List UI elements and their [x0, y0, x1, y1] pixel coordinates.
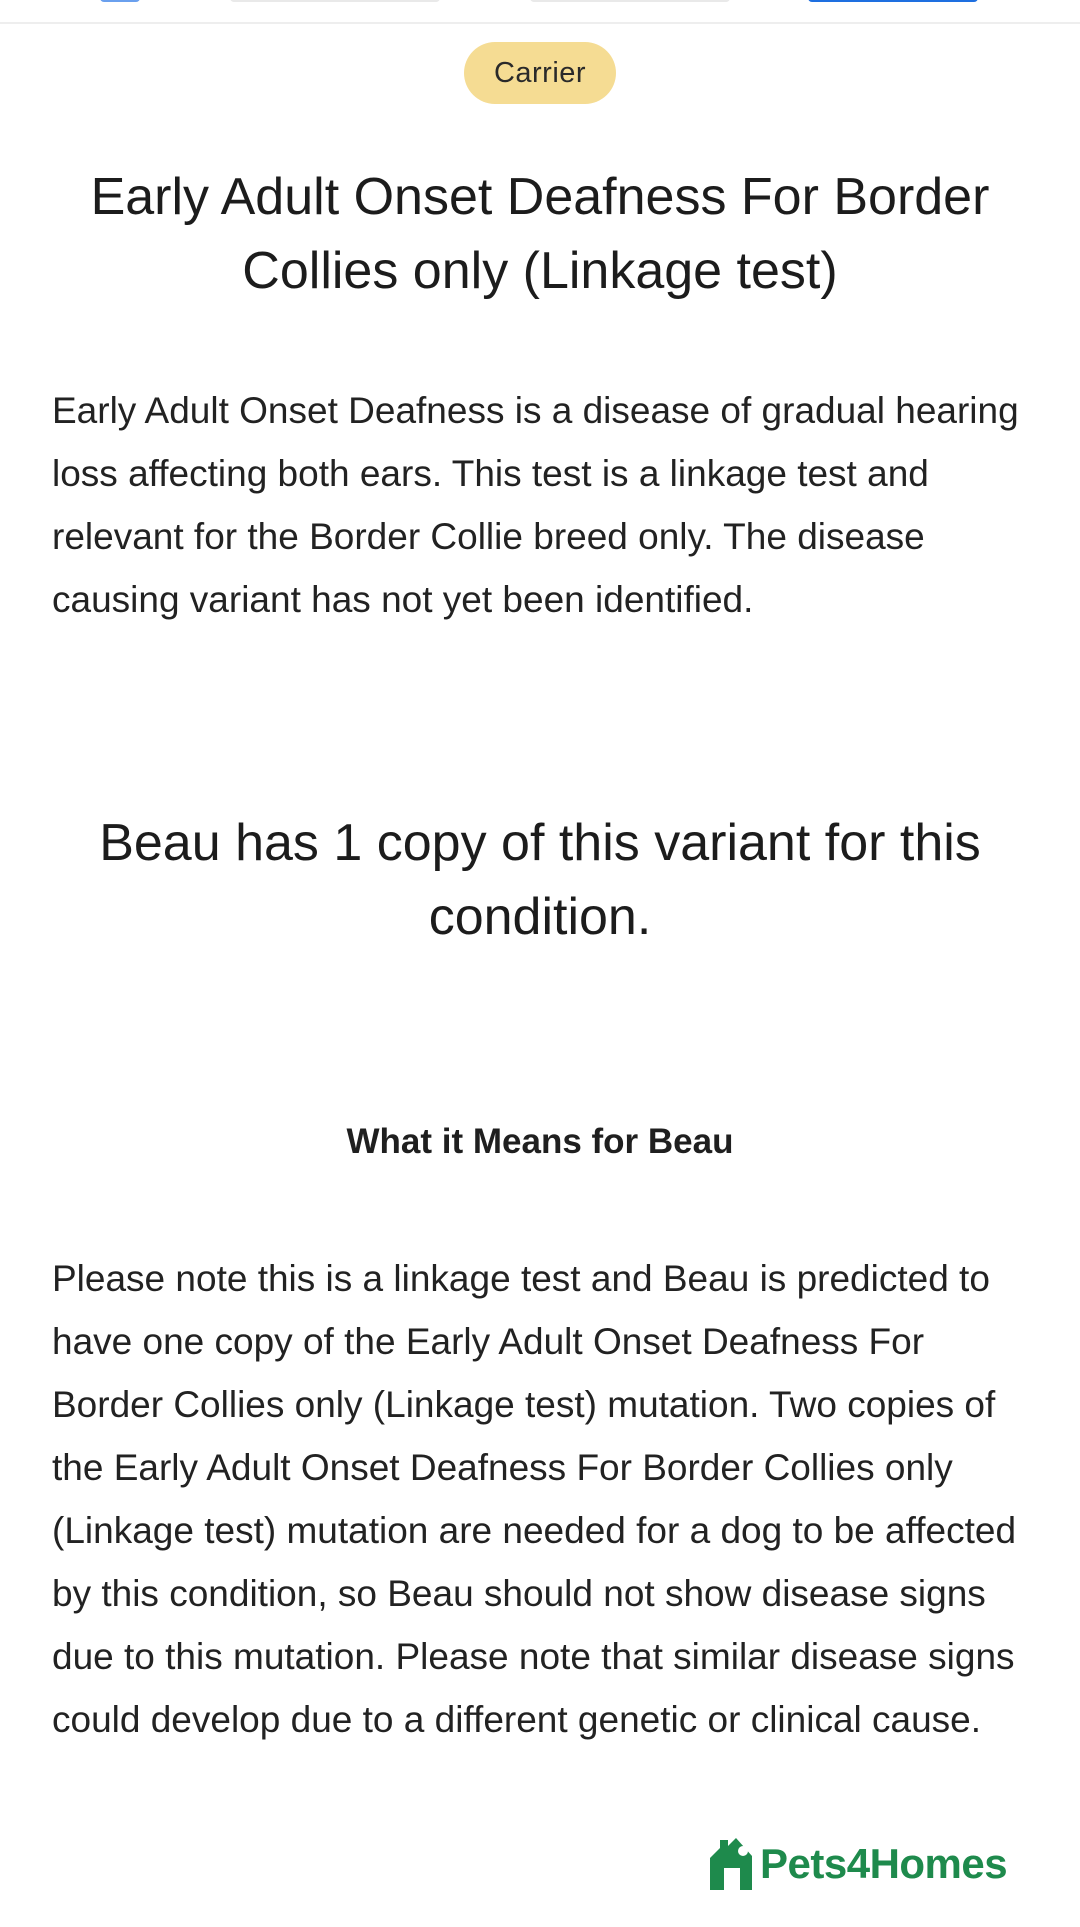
tab-hint[interactable]: [230, 0, 440, 2]
condition-description: Early Adult Onset Deafness is a disease of gradual hearing loss affecting both ears. This test is a linkage test and relevant for the Border Collie breed only. The disease causing variant has not yet been identified.: [52, 390, 1019, 620]
tab-hint[interactable]: [100, 0, 140, 2]
dog-house-icon: [706, 1836, 756, 1892]
result-statement: Beau has 1 copy of this variant for this condition.: [99, 814, 981, 946]
pets4homes-watermark: [706, 1834, 1007, 1894]
watermark-text: Pets4Homes: [760, 1840, 1008, 1887]
tab-hint-active[interactable]: [808, 0, 978, 2]
status-badge: Carrier: [464, 42, 616, 104]
tab-hint[interactable]: [530, 0, 730, 2]
meaning-text: Please note this is a linkage test and Beau is predicted to have one copy of the Early Adult Onset Deafness For Border Collies only (Linkage test) mutation. Two copies of the Early Adult Onset Deafness For Border Collies only (Linkage test) mutation are needed for a dog to be affected by this condition, so Beau should not show disease signs due to this mutation. Please note that similar disease signs could develop due to a different genetic or clinical cause.: [52, 1258, 1017, 1740]
condition-title: Early Adult Onset Deafness For Border Collies only (Linkage test): [90, 168, 990, 300]
top-tab-strip: [0, 0, 1080, 24]
status-badge-container: [0, 42, 1080, 104]
meaning-heading: What it Means for Beau: [346, 1122, 734, 1161]
